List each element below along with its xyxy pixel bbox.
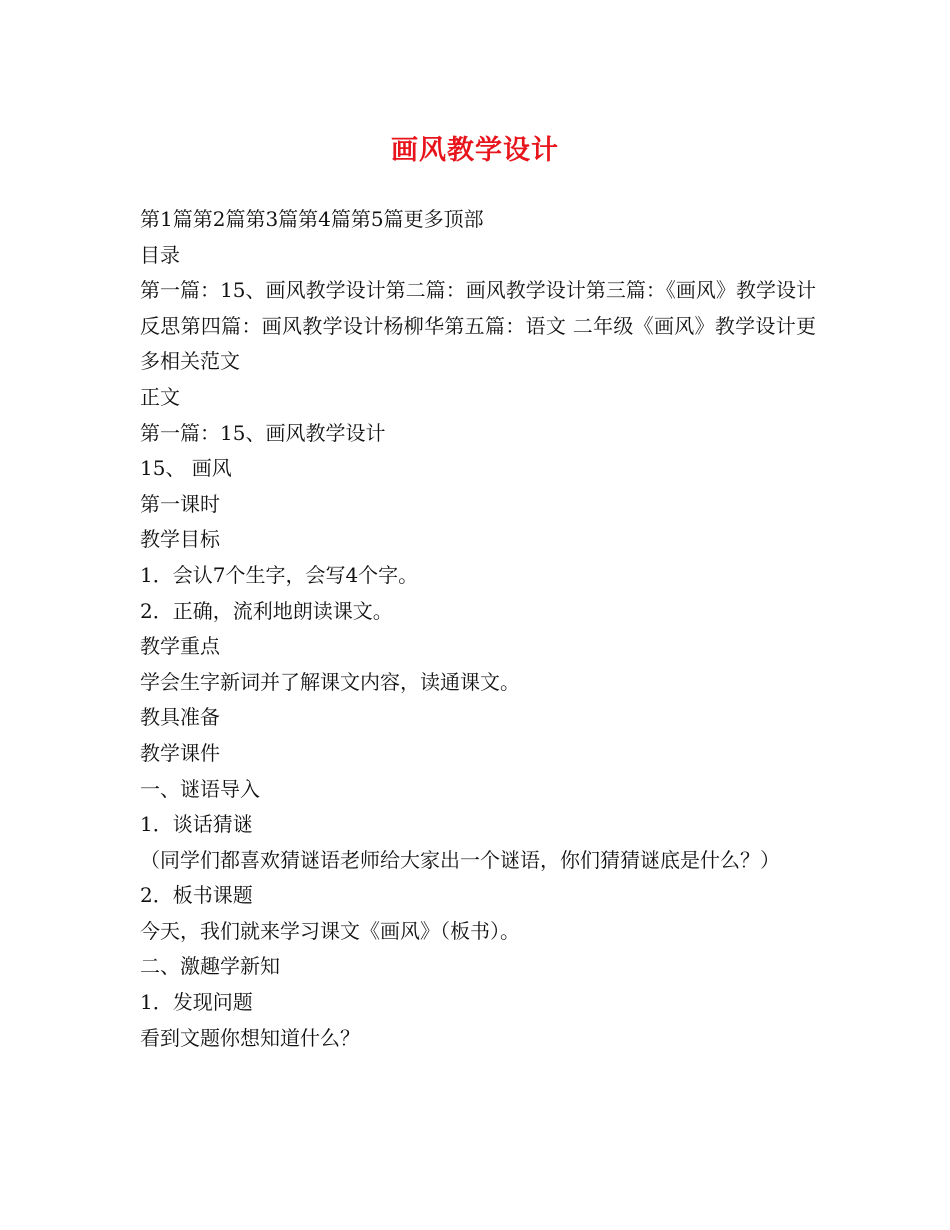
- document-body: [140, 202, 816, 1056]
- text-line: 2．板书课题: [140, 883, 253, 908]
- text-line: 一、谜语导入: [140, 776, 260, 801]
- text-line: 今天，我们就来学习课文《画风》（板书）。: [140, 918, 520, 943]
- section-nav-line: 第1篇第2篇第3篇第4篇第5篇更多顶部: [140, 207, 484, 231]
- text-line: 第一课时: [140, 491, 220, 516]
- text-line: 学会生字新词并了解课文内容，读通课文。: [140, 669, 520, 694]
- text-line: 第一篇：15、画风教学设计: [140, 420, 386, 445]
- text-line: 1．谈话猜谜: [140, 812, 253, 837]
- text-line: 1．会认7个生字，会写4个字。: [140, 562, 419, 587]
- text-line: 2．正确，流利地朗读课文。: [140, 598, 393, 623]
- document-title: 画风教学设计: [391, 135, 559, 166]
- text-line: 看到文题你想知道什么？: [140, 1025, 360, 1050]
- text-line: 15、 画风: [140, 456, 232, 481]
- text-line: 教学课件: [140, 740, 220, 765]
- body-heading: 正文: [140, 384, 180, 409]
- text-line: 二、激趣学新知: [140, 954, 280, 979]
- text-line: 教学重点: [140, 634, 220, 659]
- text-line: 教具准备: [140, 705, 220, 730]
- text-line: 教学目标: [140, 527, 220, 552]
- riddle-paragraph: （同学们都喜欢猜谜语老师给大家出一个谜语，你们猜猜谜底是什么？）: [140, 847, 780, 872]
- toc-heading: 目录: [140, 242, 180, 267]
- toc-text: 第一篇：15、画风教学设计第二篇：画风教学设计第三篇：《画风》教学设计反思第四篇：画风教学设计杨柳华第五篇：语文 二年级《画风》教学设计更多相关范文: [140, 278, 816, 374]
- text-line: 1．发现问题: [140, 990, 253, 1015]
